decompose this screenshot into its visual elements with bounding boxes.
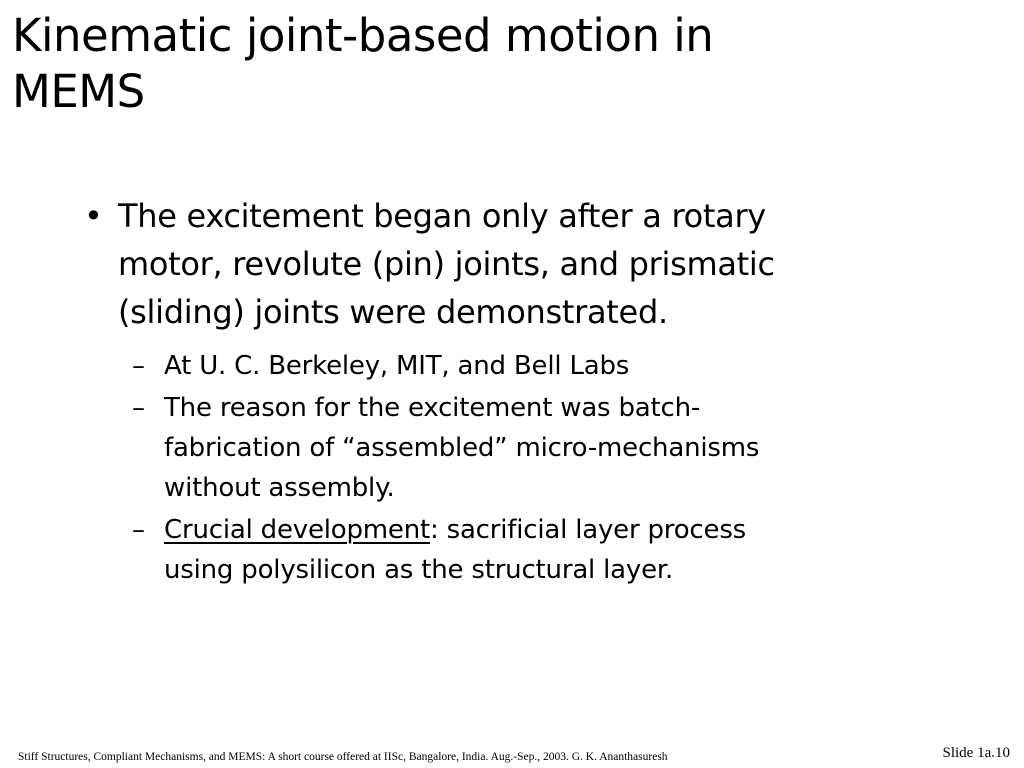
bullet-text-line: The excitement began only after a rotary [118,197,766,235]
sub-bullet-point [128,346,912,386]
sub-bullet-text-line: without assembly. [164,473,395,503]
slide-title [12,8,912,120]
bullet-text-line: (sliding) joints were demonstrated. [118,293,668,331]
sub-bullet-list [128,346,912,590]
slide-body [82,192,912,592]
sub-bullet-text-line: using polysilicon as the structural layer. [164,555,674,585]
bullet-text-line: motor, revolute (pin) joints, and prismatic [118,245,775,283]
sub-bullet-marker: – [132,515,145,545]
sub-bullet-marker: – [132,351,145,381]
slide-title-line-2: MEMS [12,65,145,118]
bullet-marker: • [84,197,103,235]
sub-bullet-text-line [164,510,912,550]
sub-bullet-text-line: The reason for the excitement was batch- [164,393,701,423]
sub-bullet-text-fragment: : sacrificial layer process [429,515,747,545]
slide-footer: Stiff Structures, Compliant Mechanisms, and MEMS: A short course offered at IISc, Bangalore, India. Aug.-Sep., 2003. G. K. Ananthasuresh [18,751,668,763]
sub-bullet-marker: – [132,393,145,423]
sub-bullet-text-line: At U. C. Berkeley, MIT, and Bell Labs [164,351,630,381]
sub-bullet-text-line: fabrication of “assembled” micro-mechanisms [164,433,760,463]
underlined-term: Crucial development [164,515,430,545]
sub-bullet-point [128,388,912,508]
slide-number: Slide 1a.10 [942,745,1010,761]
bullet-point [82,192,912,336]
sub-bullet-point [128,510,912,590]
slide-title-line-1: Kinematic joint-based motion in [12,9,714,62]
